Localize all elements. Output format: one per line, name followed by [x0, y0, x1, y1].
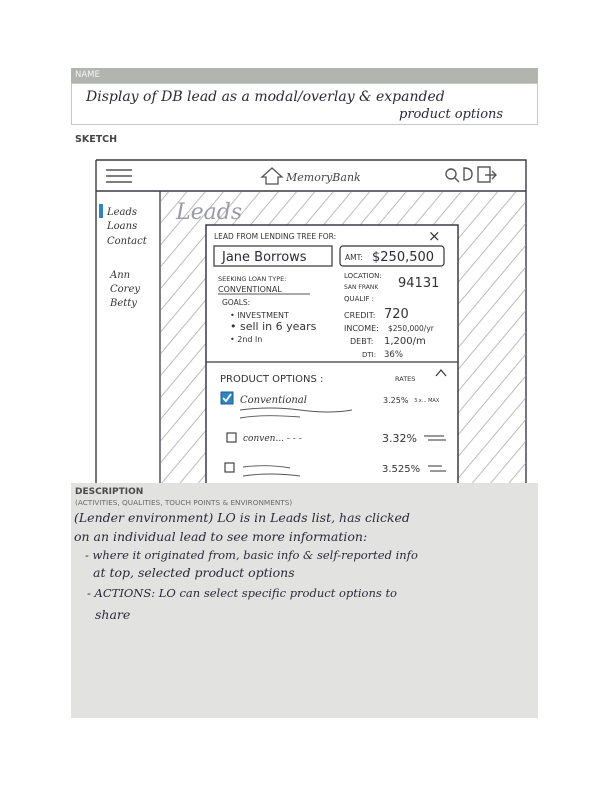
logo-text: MemoryBank: [286, 171, 361, 184]
product-rate: 3.525%: [382, 464, 421, 475]
search-icon: [446, 169, 459, 182]
rates-label: RATES: [395, 375, 416, 383]
location-city: SAN FRANK: [344, 284, 379, 291]
name-value-line-2: product options: [399, 107, 504, 122]
home-logo-icon: [262, 168, 282, 184]
description-line: - where it originated from, basic info & self-reported info: [85, 548, 418, 562]
product-rate: 3.25%: [383, 396, 409, 405]
qualify-label: QUALIF :: [344, 295, 374, 303]
sidebar-item-betty[interactable]: Betty: [110, 298, 137, 309]
description-title: DESCRIPTION: [75, 487, 144, 497]
dti-value: 36%: [384, 350, 403, 360]
description-subtitle: (ACTIVITIES, QUALITIES, TOUCH POINTS & ENVIRONMENTS): [75, 498, 293, 507]
goals-label: GOALS:: [222, 298, 251, 307]
modal-title: LEAD FROM LENDING TREE FOR:: [214, 232, 337, 241]
logout-icon: [478, 167, 496, 182]
goal-item: • sell in 6 years: [230, 320, 317, 333]
name-section-label: NAME: [71, 68, 538, 83]
description-line: - ACTIONS: LO can select specific product options to: [87, 586, 397, 600]
income-label: INCOME:: [344, 324, 379, 333]
credit-label: CREDIT:: [344, 311, 376, 320]
product-note: 3.x... MAX: [414, 398, 440, 404]
loan-type-value: CONVENTIONAL: [218, 285, 282, 294]
product-options-label: PRODUCT OPTIONS :: [220, 374, 324, 385]
product-name: conven... - - -: [243, 434, 302, 444]
close-icon[interactable]: ×: [428, 227, 441, 245]
sidebar-item-leads[interactable]: Leads: [107, 207, 138, 218]
sidebar-item-loans[interactable]: Loans: [107, 221, 138, 232]
dti-label: DTI:: [362, 351, 377, 359]
page-title: Leads: [176, 200, 243, 225]
borrower-name: Jane Borrows: [222, 250, 307, 265]
sidebar-active-indicator: [99, 204, 103, 218]
product-rate: 3.32%: [382, 432, 417, 445]
description-section: [71, 483, 538, 718]
notification-icon: [464, 168, 472, 180]
name-value-line-1: Display of DB lead as a modal/overlay & expanded: [86, 89, 445, 105]
description-line: (Lender environment) LO is in Leads list, has clicked: [74, 510, 410, 525]
goal-item: • 2nd ln: [230, 335, 263, 344]
hamburger-menu-icon: [106, 170, 132, 182]
goal-item: • INVESTMENT: [230, 311, 289, 320]
credit-value: 720: [384, 307, 409, 322]
sidebar-item-ann[interactable]: Ann: [110, 270, 131, 281]
amount-value: $250,500: [372, 250, 435, 265]
debt-value: 1,200/m: [384, 336, 426, 347]
location-zip: 94131: [398, 276, 440, 291]
sidebar-item-corey[interactable]: Corey: [110, 284, 141, 295]
sidebar-item-contact[interactable]: Contact: [107, 236, 147, 247]
location-label: LOCATION:: [344, 272, 382, 280]
debt-label: DEBT:: [350, 337, 374, 346]
product-checkbox-checked[interactable]: [221, 392, 233, 404]
loan-type-label: SEEKING LOAN TYPE:: [218, 275, 287, 283]
sketch-section-label: SKETCH: [75, 134, 118, 145]
income-value: $250,000/yr: [388, 324, 434, 333]
description-line: at top, selected product options: [93, 565, 295, 580]
product-name: Conventional: [240, 395, 307, 406]
amount-label: AMT:: [345, 253, 363, 262]
description-line: on an individual lead to see more information:: [74, 529, 368, 544]
description-line: share: [95, 607, 131, 622]
